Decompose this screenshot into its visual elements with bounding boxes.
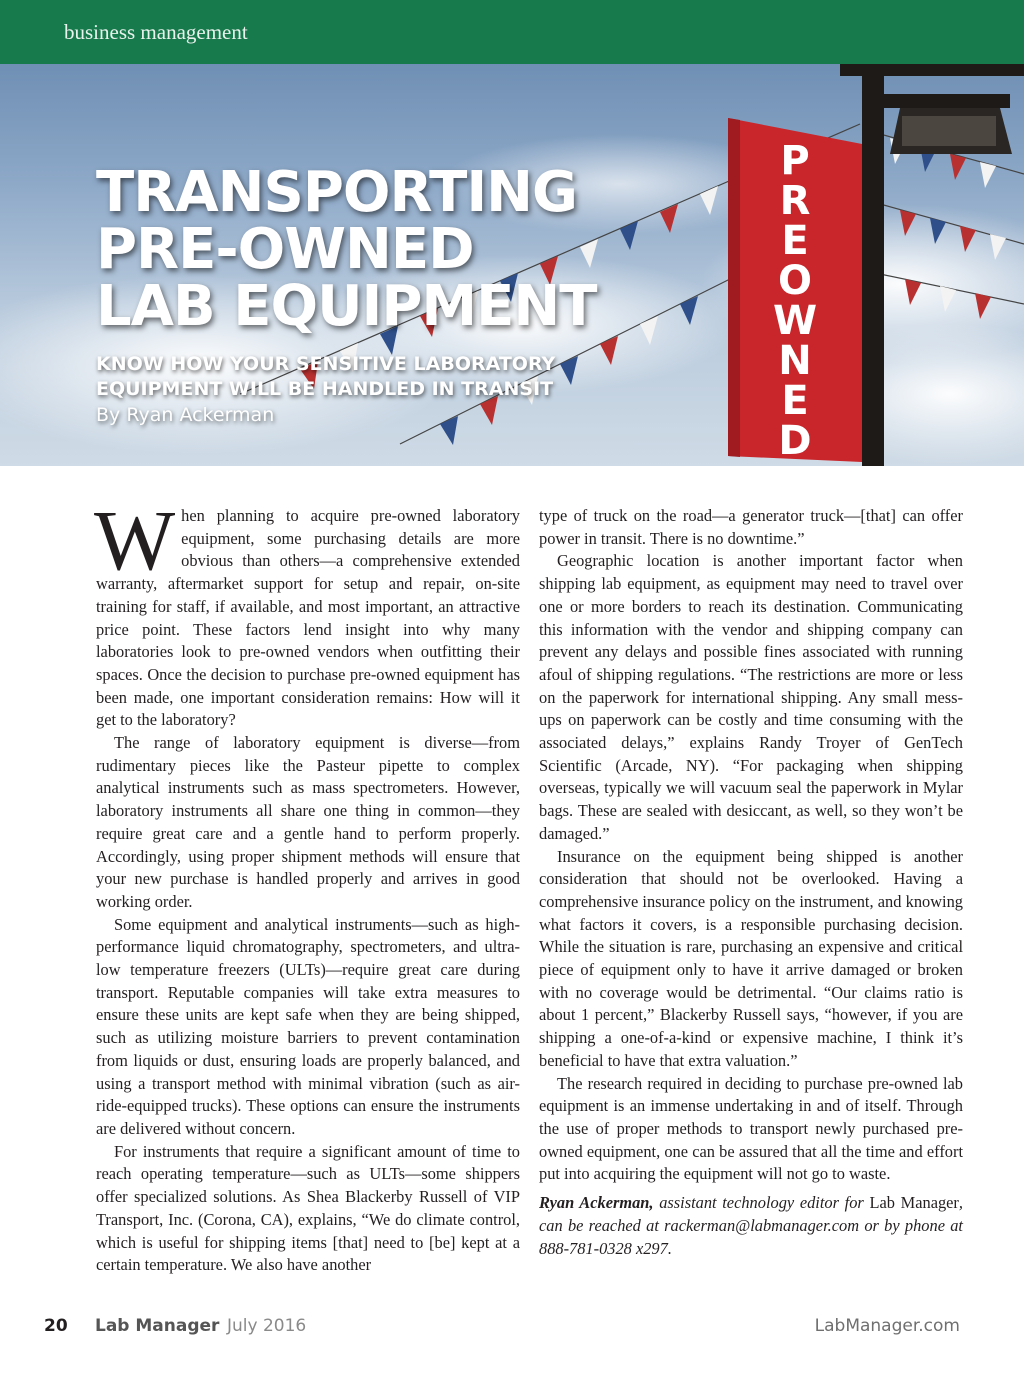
paragraph: The research required in deciding to purchase pre-owned lab equipment is an immense undertaking in and of itself. Through the use of proper methods to transport newly purchased pre-owned equipment, one can be assured that all the time and effort put into acquiring the equipment will not go to waste. <box>539 1073 963 1184</box>
drop-cap: W <box>94 492 176 588</box>
banner-letter: W <box>772 298 818 344</box>
page-footer <box>0 1310 1024 1344</box>
paragraph: type of truck on the road—a generator truck—[that] can offer power in transit. There is no downtime.” <box>539 506 963 548</box>
banner-letter: R <box>779 178 811 224</box>
paragraph <box>94 492 520 732</box>
paragraph: The range of laboratory equipment is diverse—from rudimentary pieces like the Pasteur pipette to complex analytical instruments such as mass spectrometers. However, laboratory instruments all share one thing in common—they require great care and a gentle hand to perform properly. Accordingly, using proper shipment methods will ensure that your new purchase is handled properly and arrives in good working order. <box>96 733 520 911</box>
author-contact: , can be reached at rackerman@labmanager.com or by phone at 888-781-0328 x297. <box>539 1193 964 1258</box>
banner-letter: E <box>781 378 809 424</box>
paragraph: Some equipment and analytical instruments—such as high-performance liquid chromatography, spectrometers, and ultra-low temperature freezers (ULTs)—require great care during transport. Reputable companies will take extra measures to ensure these units are kept safe when they are being shipped, such as utilizing moisture barriers to prevent contamination from liquids or dust, ensuring loads are properly balanced, and using a transport method with minimal vibration (such as air-ride-equipped trucks). These options can ensure the instruments are delivered without concern. <box>96 914 520 1138</box>
issue-date: July 2016 <box>227 1316 307 1336</box>
subtitle-line: EQUIPMENT WILL BE HANDLED IN TRANSIT <box>96 378 554 400</box>
magazine-name: Lab Manager <box>95 1316 220 1336</box>
banner-letter: D <box>778 418 812 464</box>
subtitle-line: KNOW HOW YOUR SENSITIVE LABORATORY <box>96 353 556 375</box>
banner-letter: E <box>781 218 809 264</box>
byline: By Ryan Ackerman <box>96 404 275 426</box>
author-name: Ryan Ackerman, <box>539 1193 654 1213</box>
publication-name: Lab Manager <box>869 1193 959 1213</box>
lamp-pole <box>862 64 884 466</box>
website-link[interactable]: LabManager.com <box>814 1316 960 1336</box>
title-line: LAB EQUIPMENT <box>96 274 597 339</box>
article-title <box>96 160 616 339</box>
title-line: TRANSPORTING <box>96 160 577 225</box>
paragraph: For instruments that require a significant amount of time to reach operating temperature—such as ULTs—some shippers offer specialized solutions. As Shea Blackerby Russell of VIP Transport, Inc. (Corona, CA), explains, “We do climate control, which is useful for shipping items [that] need to [be] kept at a certain temperature. We also have another <box>96 1141 520 1275</box>
article-subtitle <box>96 352 616 402</box>
preowned-banner <box>728 118 862 464</box>
paragraph-text: hen planning to acquire pre-owned laboratory equipment, some purchasing details are more obvious than others—a comprehensive extended warranty, aftermarket support for setup and repair, on-site training for staff, if available, and most important, an attractive price point. These factors lend insight into why many laboratories look to pre-owned vendors when outfitting their spaces. Once the decision to purchase pre-owned equipment has been made, one important consideration remains: How will it get to the laboratory? <box>96 506 520 730</box>
paragraph: Geographic location is another important factor when shipping lab equipment, as equipment may need to travel over one or more borders to reach its destination. Communicating this information with the vendor and shipping company can prevent any delays and possible fines associated with running afoul of shipping regulations. “The restrictions are more or less on the paperwork for international shipping. Any small mess-ups on paperwork can be costly and time consuming with the associated delays,” explains Randy Troyer of GenTech Scientific (Arcade, NY). “For packaging when shipping overseas, typically we will vacuum seal the paperwork in Mylar bags. These are sealed with desiccant, as well, so they won’t be damaged.” <box>539 551 963 843</box>
banner-letter: O <box>777 258 813 304</box>
article-column-left <box>94 492 520 1277</box>
page-number: 20 <box>44 1316 68 1336</box>
author-bio <box>539 1192 963 1260</box>
author-role: assistant technology editor for <box>653 1193 870 1213</box>
banner-letter: P <box>780 138 810 184</box>
title-line: PRE-OWNED <box>96 217 474 282</box>
section-header-bar <box>0 0 1024 64</box>
paragraph: Insurance on the equipment being shipped is another consideration that should not be overlooked. Having a comprehensive insurance policy on the instrument, and knowing what factors it covers, is a responsible purchasing decision. While the situation is rare, purchasing an expensive and critical piece of equipment only to have it arrive damaged or broken with no coverage would be detrimental. “Our claims ratio is about 1 percent,” Blackerby Russell says, “however, if you are shipping a one-of-a-kind or expensive machine, I think it’s beneficial to have that extra valuation.” <box>539 846 963 1070</box>
section-label: business management <box>64 20 248 44</box>
banner-letter: N <box>778 338 812 384</box>
article-column-right <box>539 505 963 1260</box>
